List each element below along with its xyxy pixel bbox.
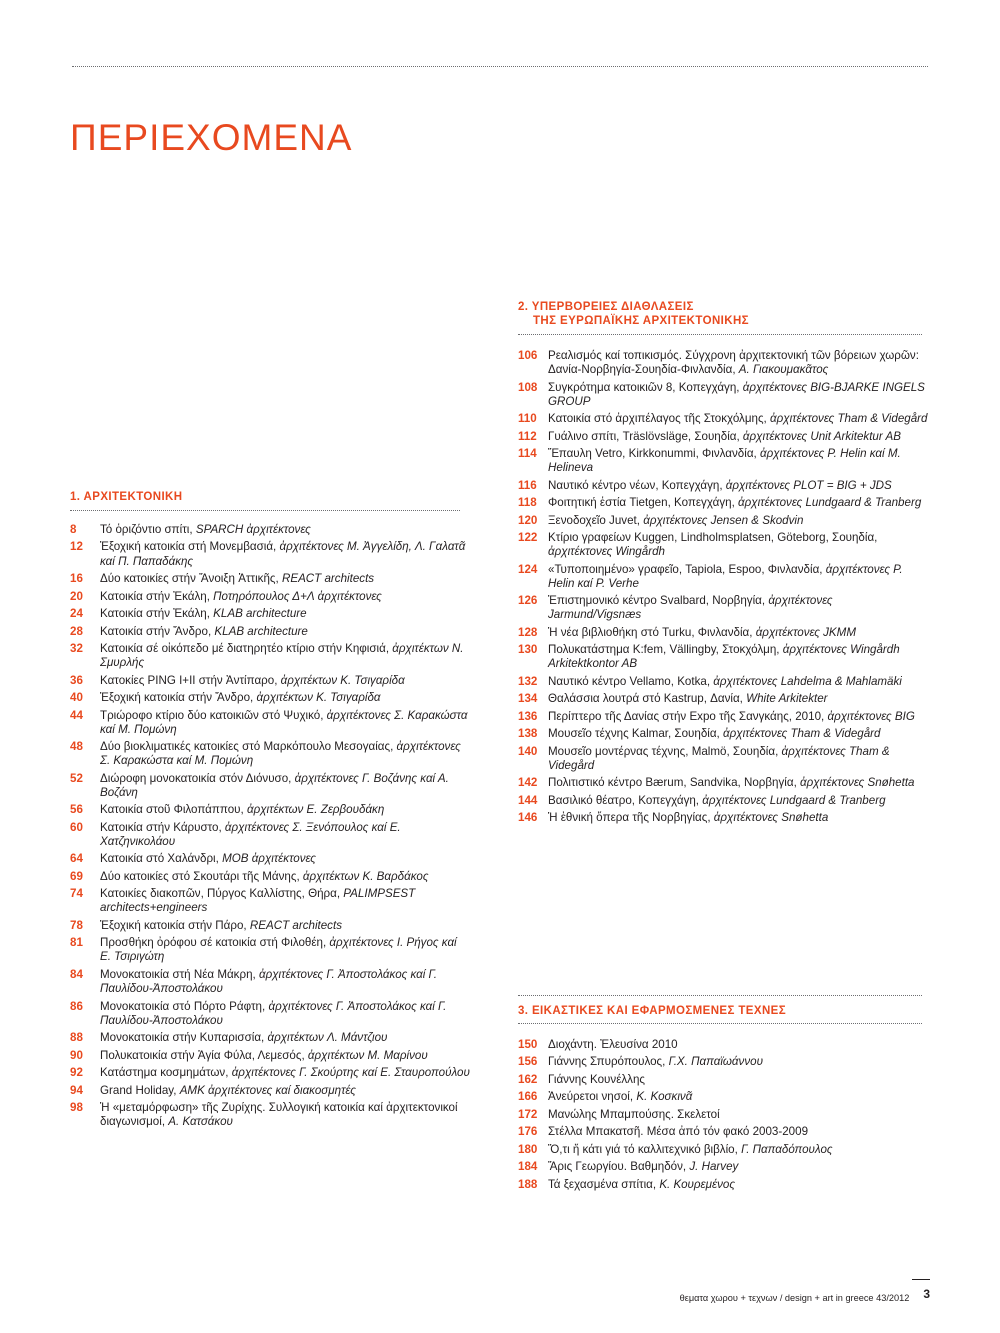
toc-entry[interactable]	[70, 803, 470, 817]
toc-entry-title	[100, 821, 470, 849]
toc-entry[interactable]	[70, 642, 470, 670]
toc-entry-title	[100, 1084, 470, 1098]
toc-entry-credit: ἀρχιτέκτονες JKMM	[755, 625, 856, 639]
toc-entry-title	[548, 1055, 928, 1069]
section-3-divider-top	[518, 995, 922, 996]
section-1-heading-line1: 1. ΑΡΧΙΤΕΚΤΟΝΙΚΗ	[70, 491, 183, 503]
toc-entry-credit: ἀρχιτέκτονες Jensen & Skodvin	[643, 513, 804, 527]
toc-entry-title-text: Κατοικία στήν Ἄνδρο,	[100, 624, 215, 638]
toc-entry[interactable]	[518, 447, 928, 475]
toc-entry-title-text: Διοχάντη. Ἐλευσίνα 2010	[548, 1038, 678, 1051]
toc-entry-page: 162	[518, 1072, 538, 1086]
toc-entry-page: 134	[518, 692, 538, 706]
toc-entry-title	[548, 412, 928, 426]
page-number-rule	[912, 1279, 930, 1280]
toc-entry[interactable]	[518, 1073, 928, 1087]
toc-entry-page: 176	[518, 1125, 538, 1139]
toc-entry-title	[548, 1073, 928, 1087]
toc-entry-page: 74	[70, 887, 83, 901]
toc-entry-credit: MOB ἀρχιτέκτονες	[222, 852, 316, 866]
toc-entry[interactable]	[518, 745, 928, 773]
toc-entry-page: 120	[518, 513, 538, 527]
toc-entry-title	[548, 776, 928, 790]
toc-entry-page: 36	[70, 673, 83, 687]
toc-entry-page: 146	[518, 811, 538, 825]
toc-entry-credit: ἀρχιτέκτονες Unit Arkitektur AB	[742, 429, 901, 443]
toc-entry[interactable]	[70, 1031, 470, 1045]
toc-entry-page: 94	[70, 1083, 83, 1097]
section-3-heading-line1: 3. ΕΙΚΑΣΤΙΚΕΣ ΚΑΙ ΕΦΑΡΜΟΣΜΕΝΕΣ ΤΕΧΝΕΣ	[518, 1005, 787, 1017]
toc-entry-title	[548, 811, 928, 825]
toc-entry-title-text: Γιάννης Κουνέλλης	[548, 1072, 645, 1086]
toc-entry[interactable]	[518, 531, 928, 559]
toc-entry-page: 28	[70, 624, 83, 638]
toc-entry-credit: ἀρχιτέκτονες Wingårdh	[548, 545, 665, 559]
toc-entry[interactable]	[518, 776, 928, 790]
toc-entry-credit: ἀρχιτέκτονες Snøhetta	[800, 776, 915, 790]
toc-entry-title	[548, 531, 928, 559]
toc-entry-title	[100, 936, 470, 964]
toc-entry-page: 12	[70, 540, 83, 554]
toc-entry-title-text: Συγκρότημα κατοικιῶν 8, Κοπεγχάγη,	[548, 380, 743, 394]
toc-entry-page: 122	[518, 531, 538, 545]
toc-entry-page: 130	[518, 643, 538, 657]
toc-entry-title	[100, 691, 470, 705]
toc-entry[interactable]	[518, 1143, 928, 1157]
section-2-column	[518, 300, 928, 829]
toc-entry[interactable]	[518, 1178, 928, 1192]
toc-entry-credit: ἀρχιτέκτονες Σ. Ξενόπουλος καί Ε. Χατζηνικολάου	[100, 820, 401, 848]
toc-entry-title-text: Κατοικία στήν Ἐκάλη,	[100, 589, 214, 603]
toc-entry-credit: Α. Κατσάκου	[168, 1115, 233, 1129]
toc-entry-title-text: Τό ὁριζόντιο σπίτι,	[100, 523, 196, 536]
toc-entry-title-text: Περίπτερο τῆς Δανίας στήν Expo τῆς Σανγκάης, 2010,	[548, 709, 828, 723]
toc-entry-title	[100, 642, 470, 670]
toc-entry[interactable]	[70, 772, 470, 800]
toc-entry-credit: Γ.Χ. Παπαϊωάννου	[668, 1055, 763, 1069]
toc-entry[interactable]	[70, 709, 470, 737]
toc-entry[interactable]	[70, 674, 470, 688]
toc-entry-page: 110	[518, 412, 537, 426]
toc-entry-title	[100, 1066, 470, 1080]
toc-entry-title	[100, 709, 470, 737]
toc-entry-title	[100, 1031, 470, 1045]
toc-entry-credit: ἀρχιτέκτονες Ι. Ρήγος καί Ε. Τσιριγώτη	[100, 936, 457, 964]
toc-entry-title-text: Κτίριο γραφείων Kuggen, Lindholmsplatsen, Göteborg, Σουηδία,	[548, 531, 878, 545]
toc-entry-page: 106	[518, 349, 538, 362]
toc-entry[interactable]	[70, 887, 470, 915]
toc-entry-title-text: Προσθήκη ὀρόφου σέ κατοικία στή Φιλοθέη,	[100, 936, 330, 950]
toc-entry-credit: ἀρχιτέκτων Μ. Μαρίνου	[307, 1048, 428, 1062]
toc-entry[interactable]	[70, 625, 470, 639]
toc-entry-title-text: Μουσεῖο τέχνης Kalmar, Σουηδία,	[548, 727, 724, 741]
toc-entry-credit: ἀρχιτέκτονες Wingårdh Arkitektkontor AB	[548, 643, 900, 671]
toc-entry-credit: KLAB architecture	[214, 624, 308, 638]
toc-entry-title	[548, 692, 928, 706]
toc-entry-title	[100, 852, 470, 866]
toc-entry-title	[548, 563, 928, 591]
section-3-column	[518, 995, 928, 1195]
toc-entry-title	[548, 349, 928, 377]
toc-entry-title-text: Πολιτιστικό κέντρο Bærum, Sandvika, Νορβηγία,	[548, 776, 801, 790]
toc-entry-title-text: Κατοικίες διακοπῶν, Πύργος Καλλίστης, Θήρα,	[100, 887, 344, 901]
toc-entry-credit: Α. Γιακουμακᾶτος	[738, 363, 829, 377]
toc-entry-credit: REACT architects	[281, 572, 375, 586]
toc-entry-page: 64	[70, 852, 83, 866]
section-2-heading-line1: 2. ΥΠΕΡΒΟΡΕΙΕΣ ΔΙΑΘΛΑΣΕΙΣ	[518, 301, 694, 313]
toc-entry-title-text: Ἡ νέα βιβλιοθήκη στό Turku, Φινλανδία,	[548, 625, 756, 639]
section-2-list	[518, 349, 928, 826]
toc-entry-title	[548, 1108, 928, 1122]
toc-entry-title	[548, 1090, 928, 1104]
toc-entry-page: 136	[518, 709, 538, 723]
toc-entry-page: 126	[518, 594, 538, 608]
toc-entry-title	[100, 674, 470, 688]
toc-entry-page: 88	[70, 1031, 83, 1045]
toc-entry-title	[548, 626, 928, 640]
toc-entry[interactable]	[518, 643, 928, 671]
toc-entry-page: 48	[70, 740, 83, 754]
toc-entry[interactable]	[518, 1055, 928, 1069]
toc-entry-title	[548, 794, 928, 808]
toc-entry-title	[100, 1101, 470, 1129]
toc-entry-page: 132	[518, 674, 538, 688]
toc-entry-title	[100, 870, 470, 884]
toc-entry-credit: ἀρχιτέκτονες Tham & Videgård	[770, 412, 928, 426]
toc-entry-title	[548, 447, 928, 475]
toc-entry-title-text: Πολυκατοικία στήν Ἁγία Φύλα, Λεμεσός,	[100, 1048, 308, 1062]
toc-entry-credit: Γ. Παπαδόπουλος	[741, 1142, 833, 1156]
toc-entry[interactable]	[70, 740, 470, 768]
toc-entry-title	[548, 514, 928, 528]
toc-entry-title	[100, 572, 470, 586]
toc-entry-page: 188	[518, 1177, 538, 1191]
toc-entry-title-text: Βασιλικό θέατρο, Κοπεγχάγη,	[548, 793, 703, 807]
toc-entry-title-text: Δύο κατοικίες στό Σκουτάρι τῆς Μάνης,	[100, 869, 303, 883]
toc-entry-title	[100, 740, 470, 768]
toc-entry-title-text: Μονοκατοικία στό Πόρτο Ράφτη,	[100, 999, 269, 1013]
toc-entry-title-text: Κατάστημα κοσμημάτων,	[100, 1066, 232, 1080]
toc-entry-page: 116	[518, 478, 537, 492]
toc-entry[interactable]	[70, 1000, 470, 1028]
toc-entry[interactable]	[70, 1066, 470, 1080]
toc-entry-title-text: Φοιτητική ἑστία Tietgen, Κοπεγχάγη,	[548, 496, 739, 510]
section-2-divider	[518, 334, 922, 335]
toc-entry-credit: ἀρχιτέκτονες Lundgaard & Tranberg	[702, 793, 886, 807]
toc-entry-page: 20	[70, 589, 83, 603]
toc-entry-page: 118	[518, 496, 537, 510]
toc-entry[interactable]	[70, 919, 470, 933]
toc-entry-page: 112	[518, 429, 537, 443]
toc-entry-title-text: Κατοικία σέ οἰκόπεδο μέ διατηρητέο κτίριο στήν Κηφισιά,	[100, 642, 393, 655]
toc-entry-title-text: Κατοκίες PING I+II στήν Ἀντίπαρο,	[100, 673, 281, 687]
toc-entry-title	[100, 887, 470, 915]
toc-entry-page: 140	[518, 744, 538, 758]
toc-entry-title-text: Ρεαλισμός καί τοπικισμός. Σύγχρονη ἀρχιτεκτονική τῶν βόρειων χωρῶν: Δανία-Νορβηγία-Σουηδία-Φινλανδία,	[548, 349, 919, 377]
toc-entry[interactable]	[518, 794, 928, 808]
toc-entry[interactable]	[518, 1108, 928, 1122]
toc-entry-credit: SPARCH ἀρχιτέκτονες	[195, 523, 311, 536]
toc-entry-page: 32	[70, 642, 83, 655]
toc-entry-credit: PALIMPSEST architects+engineers	[100, 887, 416, 915]
footer	[540, 1285, 930, 1303]
toc-entry-title	[548, 496, 928, 510]
toc-entry[interactable]	[518, 1038, 928, 1052]
toc-entry-page: 142	[518, 776, 538, 790]
toc-entry-title	[548, 643, 928, 671]
toc-entry-credit: White Arkitekter	[746, 692, 828, 706]
page-number: 3	[923, 1287, 930, 1301]
toc-entry-page: 172	[518, 1107, 538, 1121]
toc-entry-credit: Κ. Κοσκινᾶ	[636, 1090, 693, 1104]
section-2-heading	[518, 300, 928, 328]
toc-entry-page: 108	[518, 380, 538, 394]
toc-entry-title	[548, 1178, 928, 1192]
toc-entry-page: 166	[518, 1090, 538, 1104]
toc-entry[interactable]	[70, 936, 470, 964]
toc-entry-title-text: Ἀνεύρετοι νησοί,	[548, 1090, 637, 1104]
toc-entry[interactable]	[518, 811, 928, 825]
toc-entry-page: 40	[70, 691, 83, 705]
toc-entry[interactable]	[518, 381, 928, 409]
toc-entry-title-text: Ναυτικό κέντρο Vellamo, Kotka,	[548, 674, 714, 688]
toc-entry[interactable]	[518, 496, 928, 510]
toc-entry-title-text: Δύο βιοκλιματικές κατοικίες στό Μαρκόπουλο Μεσογαίας,	[100, 740, 397, 754]
toc-entry-title	[548, 675, 928, 689]
toc-entry-credit: ἀρχιτέκτονες Jarmund/Vigsnæs	[548, 594, 833, 622]
toc-entry-credit: ἀρχιτέκτονες Tham & Videgård	[723, 727, 881, 741]
toc-entry-title	[548, 1143, 928, 1157]
toc-entry-title-text: Ἐξοχική κατοικία στήν Πάρο,	[100, 918, 250, 932]
toc-entry-title-text: Ἄρις Γεωργίου. Βαθμηδόν,	[548, 1160, 690, 1174]
toc-entry-page: 24	[70, 607, 83, 621]
toc-entry[interactable]	[518, 692, 928, 706]
toc-entry[interactable]	[70, 540, 470, 568]
toc-entry-credit: ἀρχιτέκτονες Lundgaard & Tranberg	[738, 496, 922, 510]
toc-entry-title-text: Ἐξοχική κατοικία στή Μονεμβασιά,	[100, 540, 280, 554]
toc-entry-title	[100, 607, 470, 621]
toc-entry-page: 60	[70, 820, 83, 834]
toc-entry-page: 138	[518, 727, 538, 741]
toc-entry[interactable]	[518, 349, 928, 377]
toc-entry-title-text: Ναυτικό κέντρο νέων, Κοπεγχάγη,	[548, 478, 726, 492]
toc-entry-title-text: Ξενοδοχεῖο Juvet,	[548, 513, 644, 527]
toc-entry-page: 81	[70, 936, 83, 950]
section-2-heading-line2: ΤΗΣ ΕΥΡΩΠΑΪΚΗΣ ΑΡΧΙΤΕΚΤΟΝΙΚΗΣ	[533, 315, 749, 327]
toc-entry[interactable]	[518, 1125, 928, 1139]
toc-entry-page: 69	[70, 869, 83, 883]
toc-entry-title-text: Θαλάσσια λουτρά στό Kastrup, Δανία,	[548, 692, 747, 706]
toc-entry-title	[548, 594, 928, 622]
toc-entry-title	[548, 479, 928, 493]
toc-entry-page: 92	[70, 1066, 83, 1080]
toc-entry-title-text: Ἡ «μεταμόρφωση» τῆς Ζυρίχης. Συλλογική κατοικία καί ἀρχιτεκτονικοί διαγωνισμοί,	[100, 1101, 458, 1129]
toc-entry[interactable]	[518, 626, 928, 640]
toc-entry-page: 44	[70, 708, 83, 722]
toc-entry-title-text: Μονοκατοικία στήν Κυπαρισσία,	[100, 1031, 268, 1045]
toc-entry-title-text: Κατοικία στό ἀρχιπέλαγος τῆς Στοκχόλμης,	[548, 412, 771, 426]
toc-entry-page: 84	[70, 967, 83, 981]
toc-entry-page: 124	[518, 562, 538, 576]
toc-entry-credit: ἀρχιτέκτων Ε. Ζερβουδάκη	[246, 803, 385, 817]
toc-entry-title	[548, 430, 928, 444]
toc-entry-title	[100, 1000, 470, 1028]
toc-entry-credit: J. Harvey	[689, 1160, 739, 1174]
toc-entry-credit: KLAB architecture	[213, 607, 307, 621]
toc-entry-page: 114	[518, 447, 537, 461]
toc-entry-page: 128	[518, 625, 538, 639]
toc-entry-title-text: Διώροφη μονοκατοικία στόν Διόνυσο,	[100, 771, 295, 785]
toc-entry[interactable]	[518, 675, 928, 689]
toc-entry-title	[548, 1160, 928, 1174]
toc-entry-title	[548, 745, 928, 773]
toc-entry[interactable]	[70, 1049, 470, 1063]
toc-entry[interactable]	[518, 479, 928, 493]
toc-entry-credit: Κ. Κουρεμένος	[659, 1177, 735, 1191]
toc-entry-credit: ἀρχιτέκτονες Σ. Καρακώστα καί Μ. Πομώνη	[100, 740, 461, 768]
toc-entry-page: 184	[518, 1160, 538, 1174]
toc-entry-credit: ἀρχιτέκτονες Snøhetta	[713, 811, 829, 825]
toc-entry[interactable]	[70, 968, 470, 996]
toc-entry[interactable]	[70, 572, 470, 586]
footer-credit: θεματα χωρου + τεχνων / design + art in greece 43/2012	[679, 1293, 910, 1303]
toc-entry-title	[548, 710, 928, 724]
section-1-heading	[70, 490, 470, 504]
toc-entry-credit: ἀρχιτέκτονες Tham & Videgård	[548, 744, 890, 772]
toc-entry-title	[548, 381, 928, 409]
toc-entry-credit: ἀρχιτέκτονες P. Helin καί P. Verhe	[548, 562, 903, 590]
toc-entry-title-text: Κατοικία στοῦ Φιλοπάππου,	[100, 803, 247, 817]
toc-entry[interactable]	[518, 727, 928, 741]
toc-entry-title	[100, 1049, 470, 1063]
toc-entry-title-text: Ἔπαυλη Vetro, Kirkkonummi, Φινλανδία,	[548, 447, 760, 461]
toc-entry-title-text: Ὅ,τι ἤ κάτι γιά τό καλλιτεχνικό βιβλίο,	[548, 1142, 742, 1156]
toc-entry-page: 8	[70, 523, 77, 536]
toc-entry[interactable]	[518, 430, 928, 444]
toc-entry-title-text: Τριώροφο κτίριο δύο κατοικιῶν στό Ψυχικό,	[100, 708, 327, 722]
toc-entry-title-text: Grand Holiday,	[100, 1083, 180, 1097]
toc-entry-title-text: Μανώλης Μπαμπούσης. Σκελετοί	[548, 1107, 720, 1121]
toc-entry[interactable]	[70, 821, 470, 849]
toc-entry[interactable]	[70, 852, 470, 866]
toc-entry-page: 156	[518, 1055, 538, 1069]
section-3-heading	[518, 1004, 928, 1018]
toc-entry[interactable]	[70, 870, 470, 884]
toc-entry-page: 16	[70, 572, 83, 586]
toc-entry[interactable]	[518, 563, 928, 591]
toc-entry-credit: ἀρχιτέκτονες Γ. Ἀποστολάκος καί Γ. Παυλίδου-Ἀποστολάκου	[100, 999, 447, 1027]
toc-entry-credit: Ποτηρόπουλος Δ+Λ ἀρχιτέκτονες	[213, 589, 382, 603]
toc-entry-title	[548, 1125, 928, 1139]
toc-entry-title-text: Γιάννης Σπυρόπουλος,	[548, 1055, 669, 1069]
toc-entry-credit: ἀρχιτέκτων Κ. Βαρδάκος	[302, 869, 429, 883]
toc-entry[interactable]	[518, 514, 928, 528]
toc-entry-title-text: Πολυκατάστημα K:fem, Vällingby, Στοκχόλμη,	[548, 643, 783, 657]
page-title: ΠΕΡΙΕΧΟΜΕΝΑ	[70, 116, 353, 158]
toc-entry-page: 180	[518, 1142, 538, 1156]
section-1-list	[70, 523, 470, 1129]
toc-entry[interactable]	[518, 1090, 928, 1104]
section-3-list	[518, 1038, 928, 1192]
toc-entry-credit: ἀρχιτέκτων Κ. Τσιγαρίδα	[280, 673, 405, 687]
toc-entry-title-text: Τά ξεχασμένα σπίτια,	[548, 1177, 660, 1191]
toc-entry-credit: ἀρχιτέκτονες Lahdelma & Mahlamäki	[713, 674, 902, 688]
toc-entry-title	[100, 540, 470, 568]
toc-entry-page: 150	[518, 1038, 538, 1051]
toc-entry-title-text: Δύο κατοικίες στήν Ἄνοιξη Ἀττικῆς,	[100, 572, 282, 586]
toc-entry[interactable]	[518, 710, 928, 724]
toc-entry[interactable]	[70, 607, 470, 621]
toc-entry-page: 86	[70, 999, 83, 1013]
toc-entry[interactable]	[70, 691, 470, 705]
toc-entry-title-text: Γυάλινο σπίτι, Träslövsläge, Σουηδία,	[548, 429, 743, 443]
toc-entry-title-text: Κατοικία στήν Κάρυστο,	[100, 820, 225, 834]
toc-entry-title-text: Ἡ ἐθνική ὄπερα τῆς Νορβηγίας,	[548, 811, 714, 825]
toc-entry-title	[548, 727, 928, 741]
toc-entry-page: 52	[70, 771, 83, 785]
toc-entry-credit: ἀρχιτέκτονες Μ. Ἀγγελίδη, Λ. Γαλατᾶ καί Π. Παπαδάκης	[100, 540, 466, 568]
toc-entry-page: 56	[70, 803, 83, 817]
toc-entry[interactable]	[70, 1084, 470, 1098]
toc-entry-title-text: «Τυποποιημένο» γραφεῖο, Tapiola, Espoo, Φινλανδία,	[548, 562, 826, 576]
toc-entry-credit: ἀρχιτέκτονες Σ. Καρακώστα καί Μ. Πομώνη	[100, 708, 468, 736]
toc-entry-credit: REACT architects	[249, 918, 343, 932]
toc-entry-page: 90	[70, 1048, 83, 1062]
toc-entry-credit: ἀρχιτέκτονες PLOT = BIG + JDS	[725, 478, 892, 492]
toc-entry-credit: ἀρχιτέκτονες BIG-BJARKE INGELS GROUP	[548, 380, 925, 408]
toc-entry-title	[100, 523, 470, 537]
top-divider	[72, 66, 928, 67]
toc-entry-title	[100, 590, 470, 604]
toc-entry-credit: AMK ἀρχιτέκτονες καί διακοσμητές	[179, 1083, 356, 1097]
toc-entry-page: 144	[518, 793, 538, 807]
toc-entry-title-text: Ἐξοχική κατοικία στήν Ἄνδρο,	[100, 691, 257, 705]
toc-entry[interactable]	[518, 594, 928, 622]
toc-entry-credit: ἀρχιτέκτων Κ. Τσιγαρίδα	[256, 691, 381, 705]
toc-entry-credit: ἀρχιτέκτονες P. Helin καί M. Helineva	[548, 447, 901, 475]
toc-entry-title	[100, 968, 470, 996]
toc-entry-title	[100, 772, 470, 800]
toc-entry-title	[548, 1038, 928, 1052]
section-3-divider-bottom	[518, 1023, 922, 1024]
toc-entry-title	[100, 919, 470, 933]
toc-entry-title-text: Μουσεῖο μοντέρνας τέχνης, Malmö, Σουηδία,	[548, 744, 782, 758]
toc-entry[interactable]	[518, 1160, 928, 1174]
toc-entry-title-text: Στέλλα Μπακατσῆ. Μέσα ἀπό τόν φακό 2003-2009	[548, 1125, 809, 1139]
toc-entry-credit: ἀρχιτέκτων Ν. Σμυρλής	[100, 642, 464, 670]
toc-entry-title-text: Μονοκατοικία στή Νέα Μάκρη,	[100, 967, 259, 981]
toc-entry-title-text: Ἐπιστημονικό κέντρο Svalbard, Νορβηγία,	[548, 594, 769, 608]
toc-entry-page: 78	[70, 918, 83, 932]
toc-entry-credit: ἀρχιτέκτονες Γ. Ἀποστολάκος καί Γ. Παυλίδου-Ἀποστολάκου	[100, 967, 437, 996]
toc-entry-credit: ἀρχιτέκτονες Γ. Βοζάνης καί Α. Βοζάνη	[100, 771, 449, 799]
toc-entry-title-text: Κατοικία στό Χαλάνδρι,	[100, 852, 223, 866]
toc-entry-title	[100, 803, 470, 817]
toc-entry-page: 98	[70, 1101, 83, 1115]
toc-entry[interactable]	[70, 590, 470, 604]
toc-entry[interactable]	[70, 1101, 470, 1129]
toc-entry-credit: ἀρχιτέκτων Λ. Μάντζιου	[267, 1031, 388, 1045]
toc-entry[interactable]	[518, 412, 928, 426]
section-1-column	[70, 490, 470, 1133]
toc-entry-credit: ἀρχιτέκτονες BIG	[827, 709, 915, 723]
toc-entry[interactable]	[70, 523, 470, 537]
toc-entry-title-text: Κατοικία στήν Ἐκάλη,	[100, 607, 214, 621]
toc-entry-title	[100, 625, 470, 639]
section-1-divider	[70, 510, 460, 511]
toc-entry-credit: ἀρχιτέκτονες Γ. Σκούρτης καί Ε. Σταυροπούλου	[231, 1066, 470, 1080]
